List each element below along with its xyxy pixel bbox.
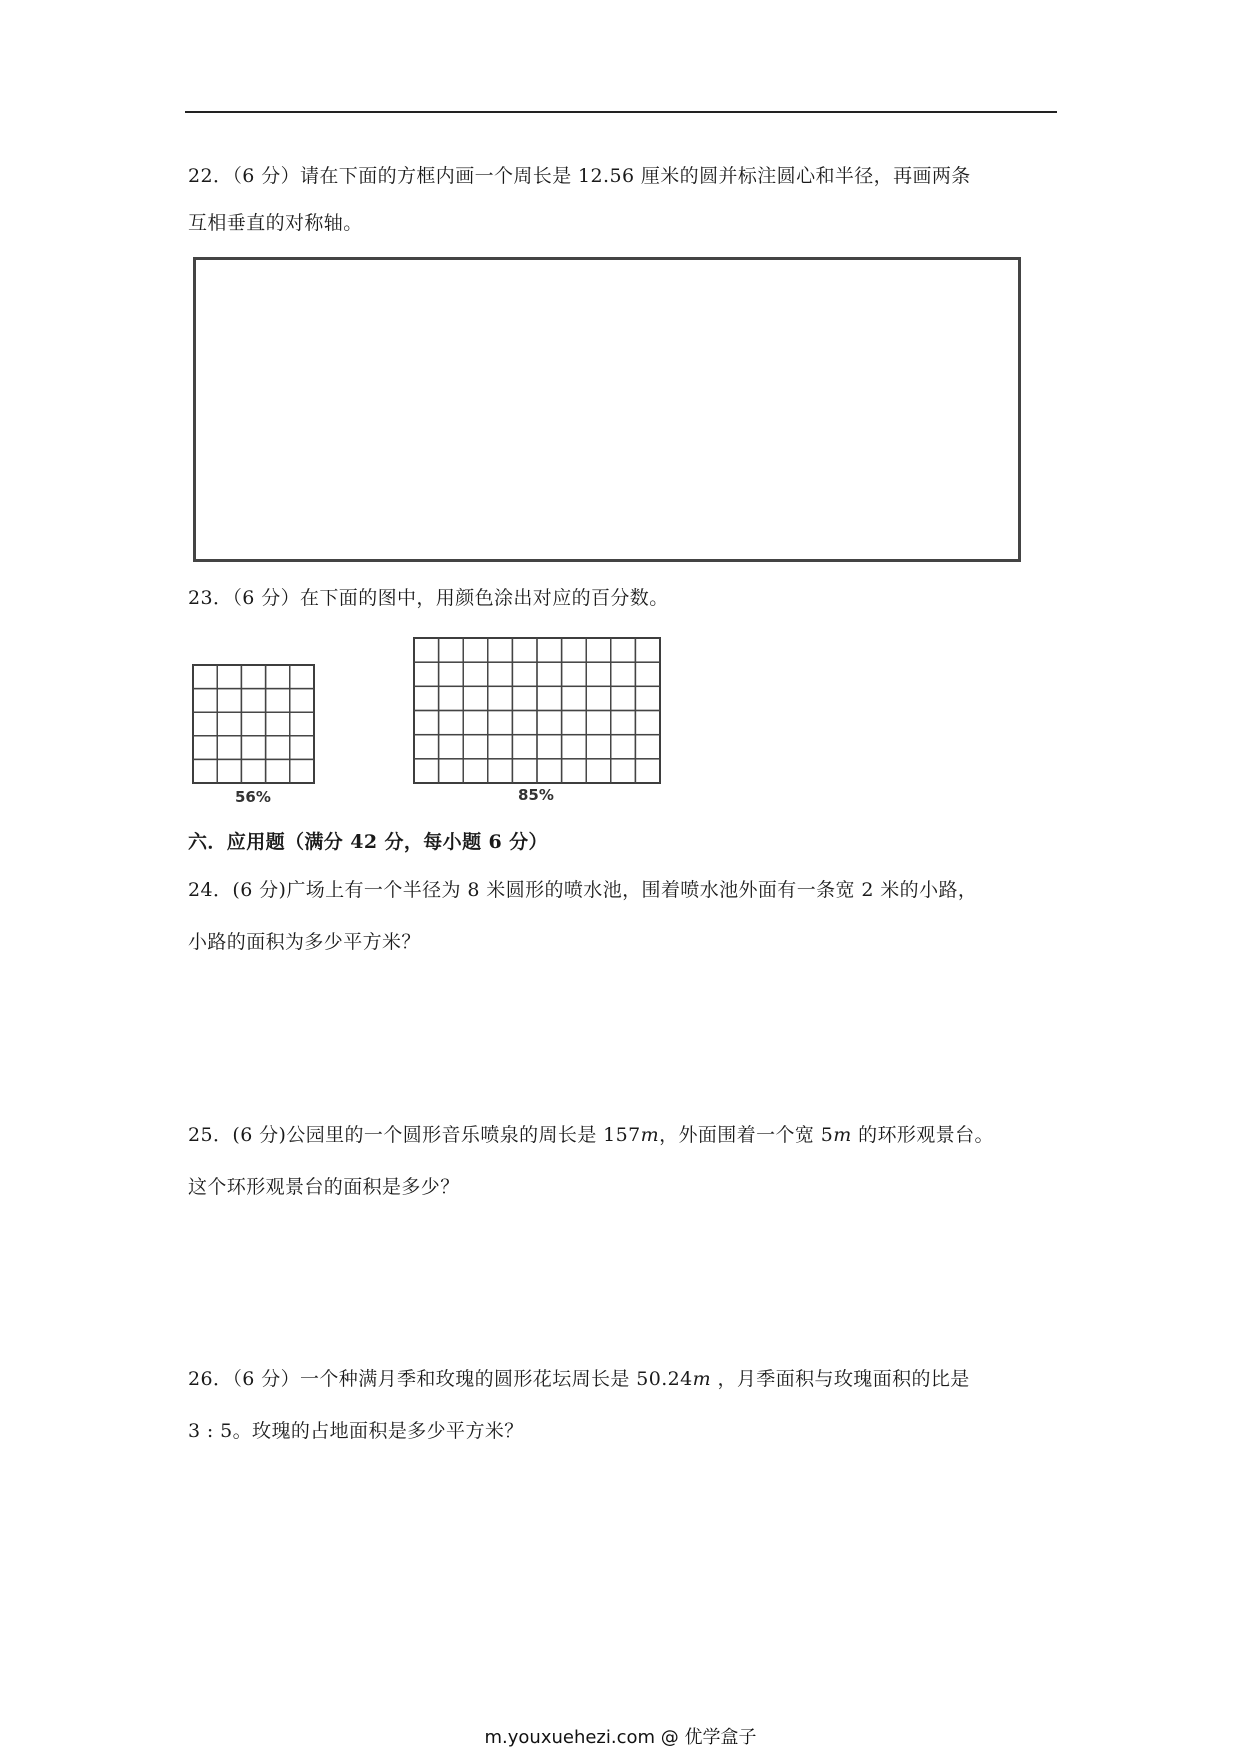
q22-line2: 互相垂直的对称轴。: [188, 212, 363, 234]
q24-line2: 小路的面积为多少平方米？: [188, 931, 421, 953]
q26-line2: 3 : 5。玫瑰的占地面积是多少平方米？: [188, 1420, 524, 1442]
q25-line1: [188, 1122, 994, 1148]
q25-text-b: ，外面围着一个宽 5: [659, 1124, 834, 1146]
footer-watermark: m.youxuehezi.com @ 优学盒子: [484, 1727, 757, 1748]
grid-56-percent[interactable]: [191, 663, 316, 785]
q22-line1: 22．（6 分）请在下面的方框内画一个周长是 12.56 厘米的圆并标注圆心和半径，再画两条: [188, 165, 971, 187]
q22-answer-box[interactable]: [193, 257, 1021, 562]
q25-text-c: 的环形观景台。: [851, 1124, 994, 1146]
grid-56-label: 56%: [235, 788, 271, 806]
q23-text: 23．（6 分）在下面的图中，用颜色涂出对应的百分数。: [188, 587, 669, 609]
q26-line1: [188, 1366, 970, 1392]
q25-unit-m-2: m: [833, 1124, 852, 1146]
grid-85-label: 85%: [518, 786, 554, 804]
grid-85-percent[interactable]: [412, 636, 662, 785]
q26-unit-m: m: [692, 1368, 712, 1390]
q26-text-a: 26．（6 分）一个种满月季和玫瑰的圆形花坛周长是 50.24: [188, 1368, 693, 1390]
q26-text-b: ，月季面积与玫瑰面积的比是: [711, 1368, 970, 1390]
q25-unit-m: m: [640, 1124, 660, 1146]
q25-line2: 这个环形观景台的面积是多少？: [188, 1176, 460, 1198]
q24-line1: 24．(6 分)广场上有一个半径为 8 米圆形的喷水池，围着喷水池外面有一条宽 2 米的小路，: [188, 879, 978, 901]
header-rule: [185, 111, 1057, 113]
grid-frame: [193, 665, 314, 783]
section-6-heading: 六．应用题（满分 42 分，每小题 6 分）: [188, 831, 548, 853]
q25-text-a: 25．(6 分)公园里的一个圆形音乐喷泉的周长是 157: [188, 1124, 641, 1146]
